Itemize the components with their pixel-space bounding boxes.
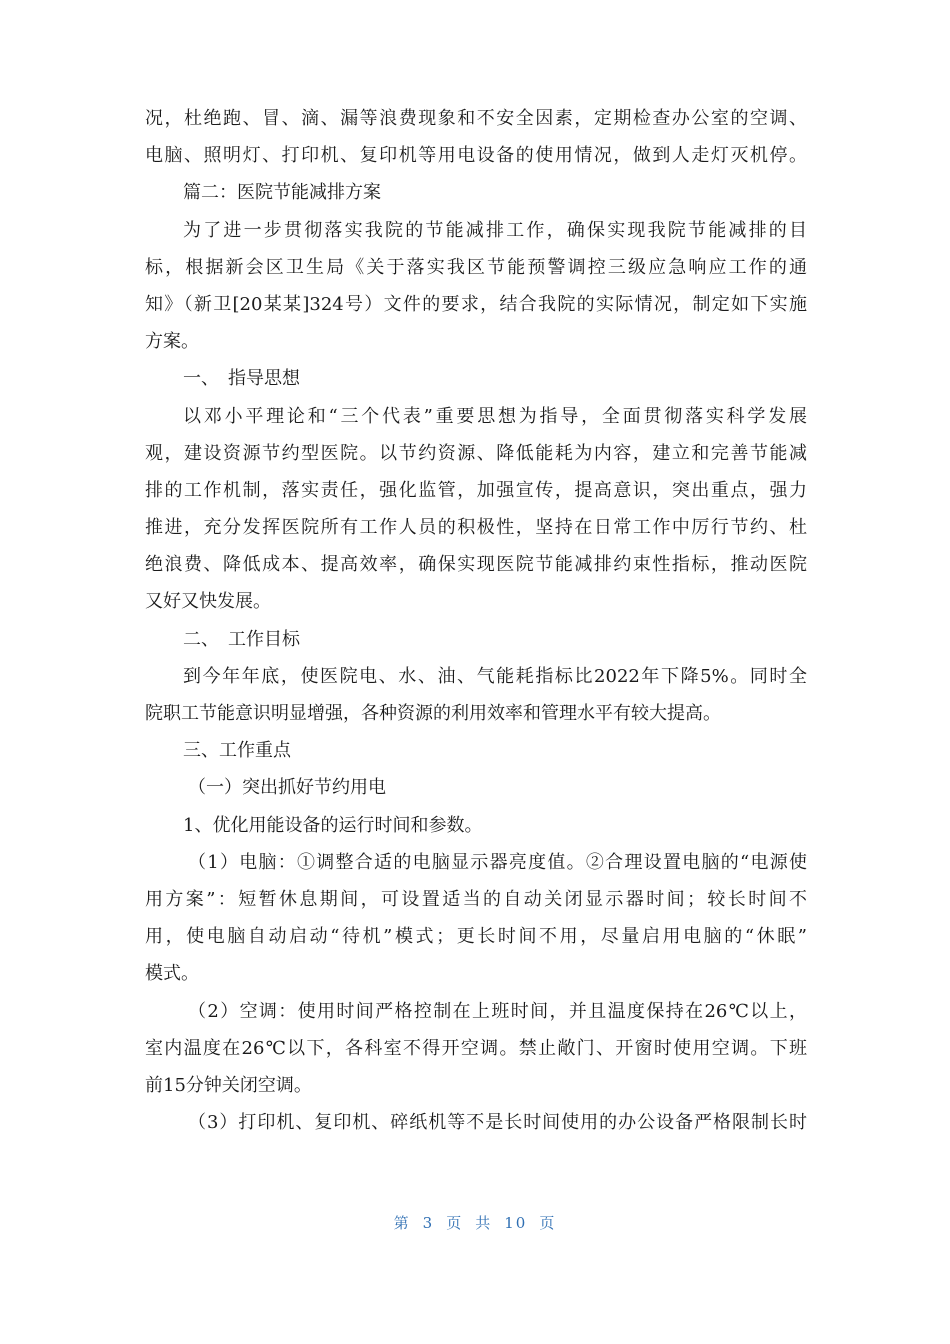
subsection-heading: （一）突出抓好节约用电 — [188, 777, 386, 799]
text-line: （1）电脑：①调整合适的电脑显示器亮度值。②合理设置电脑的“电源使 — [188, 851, 807, 873]
text-line: 推进，充分发挥医院所有工作人员的积极性，坚持在日常工作中厉行节约、杜 — [145, 517, 807, 539]
text-line: 到今年年底，使医院电、水、油、气能耗指标比2022年下降5%。同时全 — [183, 665, 807, 687]
text-line: （2）空调：使用时间严格控制在上班时间，并且温度保持在26℃以上， — [188, 1000, 807, 1022]
text-line: 观，建设资源节约型医院。以节约资源、降低能耗为内容，建立和完善节能减 — [145, 442, 807, 464]
text-line: 为了进一步贯彻落实我院的节能减排工作，确保实现我院节能减排的目 — [183, 219, 807, 241]
footer-word: 共 — [475, 1214, 493, 1232]
text-line: 标，根据新会区卫生局《关于落实我区节能预警调控三级应急响应工作的通 — [145, 256, 807, 278]
text-line: 用，使电脑自动启动“待机”模式；更长时间不用，尽量启用电脑的“休眠” — [145, 926, 807, 948]
document-body — [145, 100, 807, 1141]
text-line: 又好又快发展。 — [145, 591, 271, 613]
text-line: 排的工作机制，落实责任，强化监管，加强宣传，提高意识，突出重点，强力 — [145, 479, 807, 501]
footer-word: 页 — [539, 1214, 557, 1232]
text-line: 院职工节能意识明显增强，各种资源的利用效率和管理水平有较大提高。 — [145, 703, 721, 724]
section-heading: 三、工作重点 — [183, 740, 291, 762]
section-heading: 一、 指导思想 — [183, 368, 300, 390]
total-page-count: 10 — [504, 1214, 528, 1232]
text-line: 知》（新卫[20某某]324号）文件的要求，结合我院的实际情况，制定如下实施 — [145, 293, 807, 315]
text-line: 用方案”：短暂休息期间，可设置适当的自动关闭显示器时间；较长时间不 — [145, 888, 807, 910]
text-line: 1、优化用能设备的运行时间和参数。 — [183, 814, 483, 836]
text-line: 以邓小平理论和“三个代表”重要思想为指导，全面贯彻落实科学发展 — [183, 405, 807, 427]
text-line: 况，杜绝跑、冒、滴、漏等浪费现象和不安全因素，定期检查办公室的空调、 — [145, 108, 807, 129]
page-footer — [0, 1212, 950, 1233]
text-line: 室内温度在26℃以下，各科室不得开空调。禁止敞门、开窗时使用空调。下班 — [145, 1037, 807, 1059]
text-line: 电脑、照明灯、打印机、复印机等用电设备的使用情况，做到人走灯灭机停。 — [145, 145, 807, 167]
footer-word: 页 — [446, 1214, 464, 1232]
text-line: 前15分钟关闭空调。 — [145, 1074, 312, 1096]
text-line: 绝浪费、降低成本、提高效率，确保实现医院节能减排约束性指标，推动医院 — [145, 554, 807, 576]
section-heading: 二、 工作目标 — [183, 628, 300, 650]
current-page-number: 3 — [422, 1214, 435, 1232]
text-line: 模式。 — [145, 963, 199, 985]
text-line: 方案。 — [145, 331, 199, 353]
section-heading: 篇二：医院节能减排方案 — [183, 182, 381, 204]
text-line: （3）打印机、复印机、碎纸机等不是长时间使用的办公设备严格限制长时 — [188, 1112, 807, 1134]
footer-word: 第 — [393, 1214, 411, 1232]
